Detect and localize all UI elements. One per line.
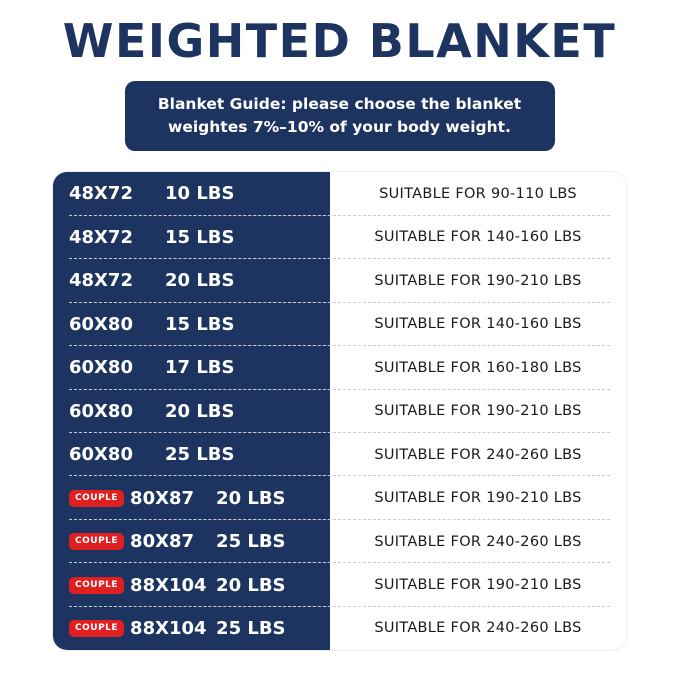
- blanket-guide-callout: [125, 81, 555, 151]
- page-title: WEIGHTED BLANKET: [62, 14, 617, 68]
- row-suitable-cell: [330, 172, 626, 215]
- row-size-weight-cell: [53, 607, 330, 650]
- row-suitable-cell: [330, 390, 626, 433]
- blanket-size: 60X80: [69, 400, 133, 422]
- table-row: [53, 433, 626, 476]
- table-row: [53, 259, 626, 302]
- blanket-size: 60X80: [69, 357, 133, 379]
- suitable-text: SUITABLE FOR 90-110 LBS: [379, 185, 577, 202]
- row-suitable-cell: [330, 346, 626, 389]
- row-size-weight-cell: [53, 216, 330, 259]
- couple-badge: COUPLE: [69, 533, 124, 550]
- blanket-weight: 17 LBS: [165, 357, 235, 379]
- blanket-weight: 20 LBS: [165, 400, 235, 422]
- suitable-text: SUITABLE FOR 190-210 LBS: [374, 403, 582, 420]
- row-size-weight-cell: [53, 520, 330, 563]
- size-weight-table: [53, 172, 626, 650]
- table-row: [53, 520, 626, 563]
- couple-badge: COUPLE: [69, 577, 124, 594]
- suitable-text: SUITABLE FOR 240-260 LBS: [374, 533, 582, 550]
- suitable-text: SUITABLE FOR 240-260 LBS: [374, 620, 582, 637]
- blanket-size: 80X87: [130, 487, 195, 509]
- blanket-size: 60X80: [69, 313, 133, 335]
- table-row: [53, 563, 626, 606]
- blanket-weight: 25 LBS: [165, 444, 235, 466]
- blanket-weight: 20 LBS: [165, 270, 235, 292]
- blanket-weight: 15 LBS: [165, 226, 235, 248]
- table-row: [53, 172, 626, 215]
- row-size-weight-cell: [53, 476, 330, 519]
- table-row: [53, 476, 626, 519]
- blanket-weight: 25 LBS: [216, 531, 286, 553]
- suitable-text: SUITABLE FOR 160-180 LBS: [374, 359, 582, 376]
- row-size-weight-cell: [53, 259, 330, 302]
- suitable-text: SUITABLE FOR 190-210 LBS: [374, 577, 582, 594]
- row-suitable-cell: [330, 259, 626, 302]
- blanket-size: 48X72: [69, 270, 133, 292]
- blanket-size: 88X104: [130, 574, 207, 596]
- table-body: [53, 172, 626, 650]
- row-size-weight-cell: [53, 563, 330, 606]
- blanket-weight: 20 LBS: [216, 487, 286, 509]
- row-suitable-cell: [330, 433, 626, 476]
- blanket-guide-text: Blanket Guide: please choose the blanket weightes 7%–10% of your body weight.: [157, 95, 522, 136]
- blanket-size: 48X72: [69, 226, 133, 248]
- couple-badge: COUPLE: [69, 620, 124, 637]
- suitable-text: SUITABLE FOR 190-210 LBS: [374, 272, 582, 289]
- row-suitable-cell: [330, 476, 626, 519]
- infographic-page: [0, 14, 679, 686]
- suitable-text: SUITABLE FOR 140-160 LBS: [374, 229, 582, 246]
- blanket-size: 60X80: [69, 444, 133, 466]
- row-size-weight-cell: [53, 390, 330, 433]
- row-suitable-cell: [330, 607, 626, 650]
- suitable-text: SUITABLE FOR 240-260 LBS: [374, 446, 582, 463]
- row-size-weight-cell: [53, 433, 330, 476]
- table-row: [53, 216, 626, 259]
- blanket-weight: 20 LBS: [216, 574, 286, 596]
- row-suitable-cell: [330, 303, 626, 346]
- blanket-weight: 25 LBS: [216, 617, 286, 639]
- table-row: [53, 390, 626, 433]
- table-row: [53, 346, 626, 389]
- table-row: [53, 607, 626, 650]
- suitable-text: SUITABLE FOR 190-210 LBS: [374, 490, 582, 507]
- row-size-weight-cell: [53, 303, 330, 346]
- row-size-weight-cell: [53, 172, 330, 215]
- row-size-weight-cell: [53, 346, 330, 389]
- blanket-weight: 10 LBS: [165, 183, 235, 205]
- row-suitable-cell: [330, 216, 626, 259]
- table-row: [53, 303, 626, 346]
- blanket-size: 80X87: [130, 531, 195, 553]
- blanket-size: 88X104: [130, 617, 207, 639]
- couple-badge: COUPLE: [69, 490, 124, 507]
- suitable-text: SUITABLE FOR 140-160 LBS: [374, 316, 582, 333]
- row-suitable-cell: [330, 520, 626, 563]
- row-suitable-cell: [330, 563, 626, 606]
- blanket-size: 48X72: [69, 183, 133, 205]
- blanket-weight: 15 LBS: [165, 313, 235, 335]
